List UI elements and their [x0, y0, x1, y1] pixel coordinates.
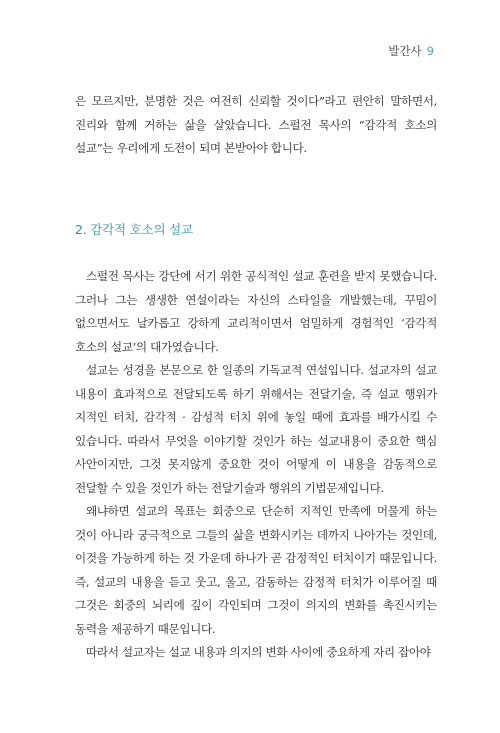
- intro-paragraph-block: [75, 90, 437, 161]
- body-paragraph-3: 왜냐하면 설교의 목표는 회중으로 단순히 지적인 만족에 머물게 하는 것이 아니라 궁극적으로 그들의 삶을 변화시키는 데까지 나아가는 것인데, 이것을 가능하게 하는 것 가운데 하나가 곧 감정적인 터치이기 때문입니다. 즉, 설교의 내용을 듣고 웃고, 울고, 감동하는 감정적 터치가 이루어질 때 그것은 회중의 뇌리에 깊이 각인되며 그것이 의지의 변화를 촉진시키는 동력을 제공하기 때문입니다.: [75, 504, 437, 636]
- body-paragraph-4: 따라서 설교자는 설교 내용과 의지의 변화 사이에 중요하게 자리 잡아야: [86, 645, 431, 659]
- section-heading: 2. 감각적 호소의 설교: [75, 222, 193, 237]
- body-paragraph-2: 설교는 성경을 본문으로 한 일종의 기독교적 연설입니다. 설교자의 설교 내용이 효과적으로 전달되도록 하기 위해서는 전달기술, 즉 설교 행위가 지적인 터치, 감각적 · 감성적 터치 위에 놓일 때에 효과를 배가시킬 수 있습니다. 따라서 무엇을 이야기할 것인가 하는 설교내용이 중요한 핵심 사안이지만, 그것 못지않게 중요한 것이 어떻게 이 내용을 감동적으로 전달할 수 있을 것인가 하는 전달기술과 행위의 기법문제입니다.: [75, 363, 437, 495]
- page-number: 9: [426, 44, 434, 58]
- running-header: [388, 43, 434, 59]
- section-title: 발간사: [388, 44, 422, 58]
- section-body: [75, 265, 437, 665]
- intro-paragraph: 은 모르지만, 분명한 것은 여전히 신뢰할 것이다”라고 편안히 말하면서, 진리와 함께 거하는 삶을 살았습니다. 스펄전 목사의 “감각적 호소의 설교”는 우리에게 도전이 되며 본받아야 합니다.: [75, 94, 437, 155]
- body-paragraph-1: 스펄전 목사는 강단에 서기 위한 공식적인 설교 훈련을 받지 못했습니다. 그러나 그는 생생한 연설이라는 자신의 스타일을 개발했는데, 꾸밈이 없으면서도 날카롭고 강하게 교리적이면서 엄밀하게 경험적인 ‘감각적 호소의 설교’의 대가였습니다.: [75, 269, 437, 354]
